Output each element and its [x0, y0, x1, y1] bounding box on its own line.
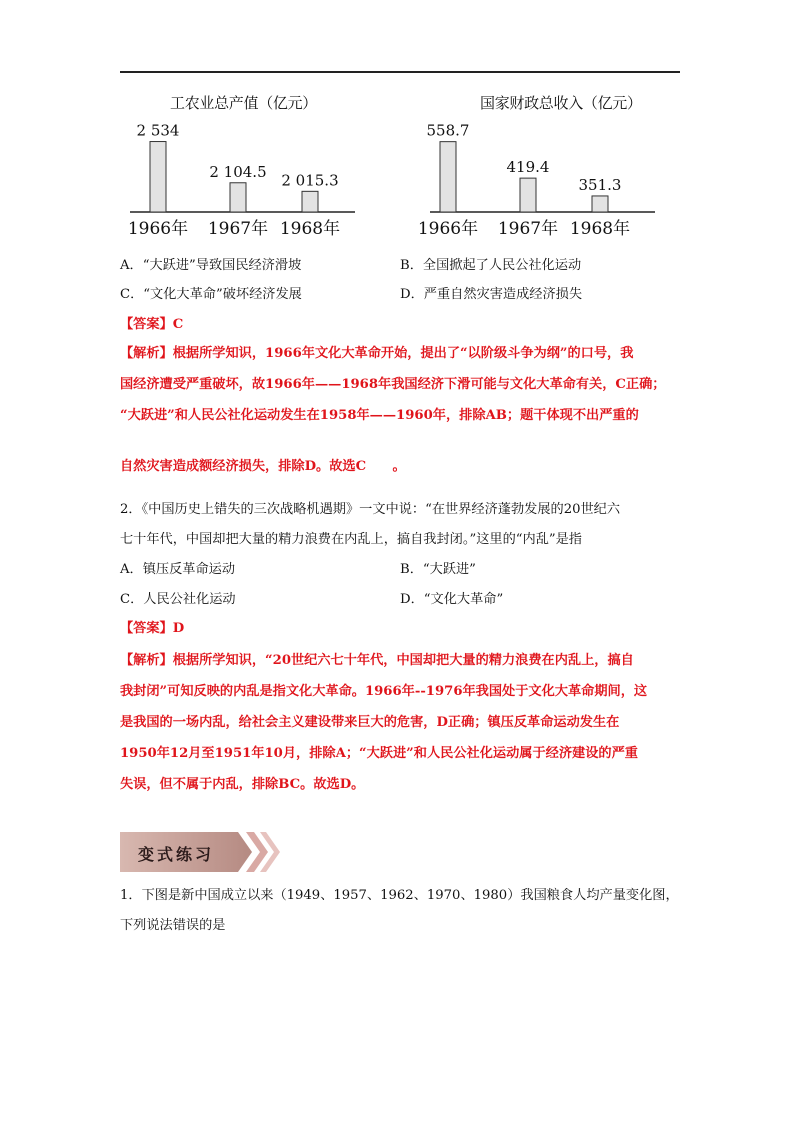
answer-tag: 【答案】 [120, 317, 173, 332]
bar [150, 142, 166, 212]
bar [592, 196, 608, 212]
bar [440, 142, 456, 212]
practice-stem-line-2: 下列说法错误的是 [120, 918, 226, 933]
data-label: 419.4 [506, 158, 550, 177]
q1-option-b: B．全国掀起了人民公社化运动 [400, 258, 582, 273]
q2-stem-line-1: 2．《中国历史上错失的三次战略机遇期》一文中说：“在世界经济蓬勃发展的20世纪六 [120, 502, 621, 517]
tick-label: 1967年 [497, 219, 559, 239]
q1-analysis-line-1 [120, 344, 633, 364]
tick-label: 1966年 [417, 219, 479, 239]
q1-option-c: C．“文化大革命”破坏经济发展 [120, 287, 302, 302]
tick-label: 1968年 [569, 219, 631, 239]
data-label: 2 534 [136, 121, 180, 140]
q1-option-d: D．严重自然灾害造成经济损失 [400, 287, 583, 302]
analysis-text: 根据所学知识，1966年文化大革命开始，提出了“以阶级斗争为纲”的口号，我 [172, 346, 634, 361]
bar [230, 183, 246, 212]
data-label: 558.7 [426, 121, 470, 140]
q2-analysis-line-5: 失误，但不属于内乱，排除BC。故选D。 [120, 777, 365, 792]
chart-svg [110, 92, 370, 242]
q2-analysis-line-2: 我封闭”可知反映的内乱是指文化大革命。1966年--1976年我国处于文化大革命期间，这 [120, 684, 648, 699]
bar [302, 191, 318, 212]
q2-analysis-line-4: 1950年12月至1951年10月，排除A；“大跃进”和人民公社化运动属于经济建设的严重 [120, 746, 638, 761]
q2-analysis-line-1 [120, 651, 634, 671]
answer-value: D [172, 621, 185, 636]
tick-label: 1966年 [127, 219, 189, 239]
q2-option-a: A．镇压反革命运动 [120, 562, 236, 577]
q1-analysis-line-2: 国经济遭受严重破坏，故1966年——1968年我国经济下滑可能与文化大革命有关，C正确； [120, 377, 666, 392]
chart-industrial-agricultural-output [110, 92, 370, 242]
q2-analysis-line-3: 是我国的一场内乱，给社会主义建设带来巨大的危害，D正确；镇压反革命运动发生在 [120, 715, 620, 730]
chart-svg [410, 92, 670, 242]
bar [520, 178, 536, 212]
q2-option-b: B．“大跃进” [400, 562, 476, 577]
tick-label: 1968年 [279, 219, 341, 239]
q2-answer [120, 619, 184, 639]
answer-value: C [172, 317, 184, 332]
chart-title: 国家财政总收入（亿元） [480, 94, 642, 112]
tick-label: 1967年 [207, 219, 269, 239]
analysis-text: 根据所学知识，“20世纪六七十年代，中国却把大量的精力浪费在内乱上，搞自 [172, 653, 634, 668]
analysis-tag: 【解析】 [120, 653, 173, 668]
q2-option-c: C．人民公社化运动 [120, 592, 236, 607]
q1-option-a: A．“大跃进”导致国民经济滑坡 [120, 258, 302, 273]
q2-option-d: D．“文化大革命” [400, 592, 504, 607]
analysis-tag: 【解析】 [120, 346, 173, 361]
chart-national-fiscal-revenue [410, 92, 670, 242]
q1-analysis-line-4: 自然灾害造成额经济损失，排除D。故选C 。 [120, 459, 406, 474]
practice-stem-line-1: 1．下图是新中国成立以来（1949、1957、1962、1970、1980）我国粮食人均产量变化图， [120, 888, 679, 903]
top-rule [120, 71, 680, 73]
section-title: 变式练习 [138, 845, 215, 864]
data-label: 351.3 [578, 175, 622, 194]
data-label: 2 015.3 [281, 171, 339, 190]
q2-stem-line-2: 七十年代，中国却把大量的精力浪费在内乱上，搞自我封闭。”这里的“内乱”是指 [120, 532, 582, 547]
q1-analysis-line-3: “大跃进”和人民公社化运动发生在1958年——1960年，排除AB；题干体现不出严重的 [120, 408, 639, 423]
chart-title: 工农业总产值（亿元） [170, 94, 318, 112]
answer-tag: 【答案】 [120, 621, 173, 636]
data-label: 2 104.5 [209, 162, 267, 181]
q1-answer [120, 315, 183, 335]
